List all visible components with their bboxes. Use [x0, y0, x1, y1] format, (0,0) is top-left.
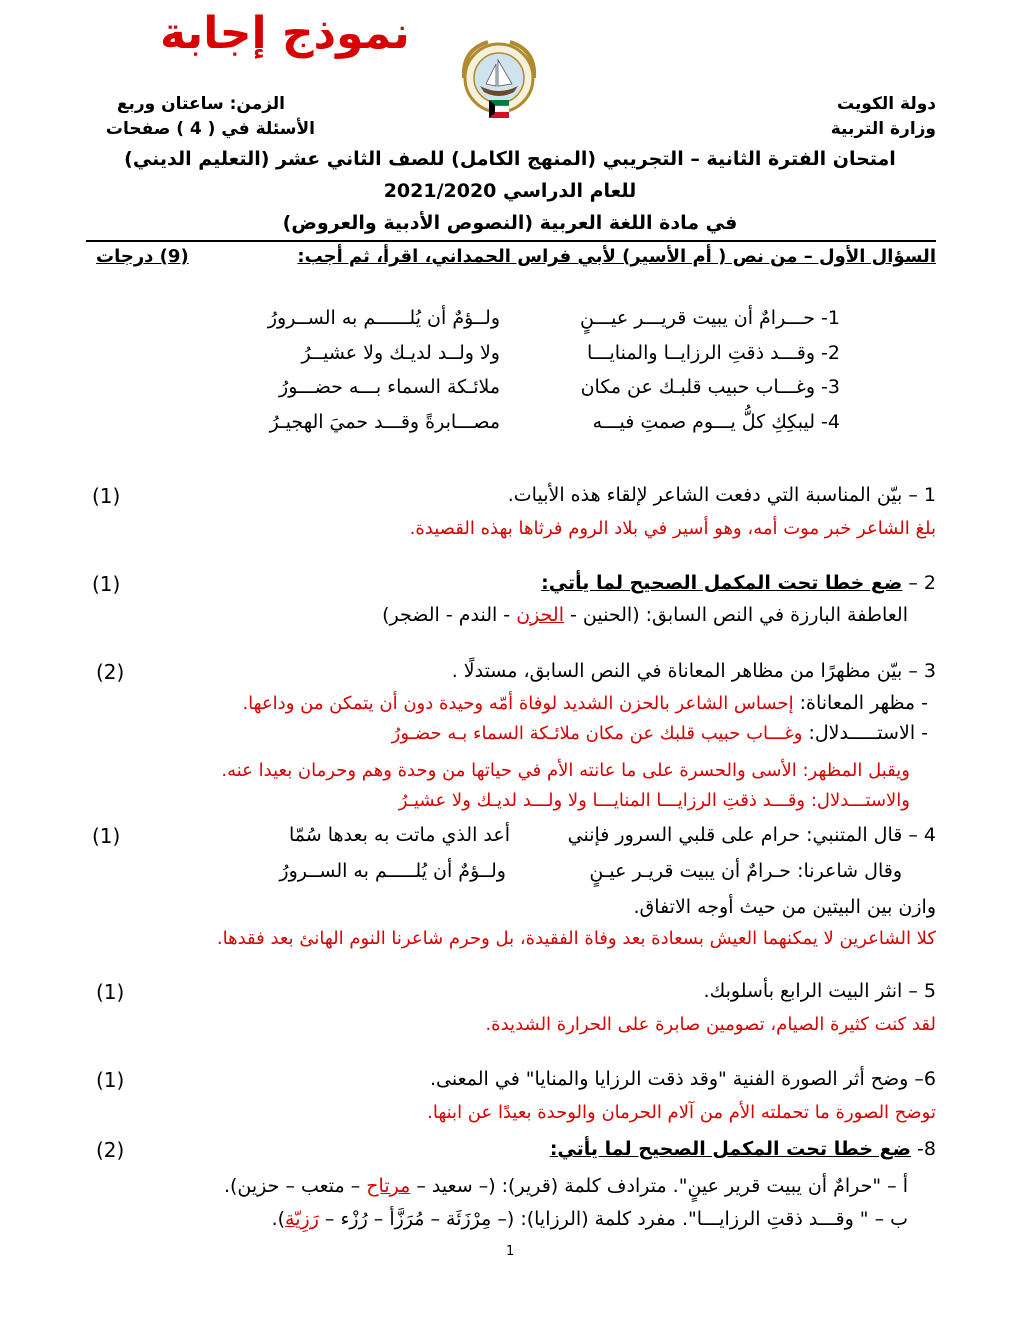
item-8-mark: (2) — [96, 1138, 125, 1162]
item-3-alt-evidence: والاستـــدلال: وقـــد ذقتِ الرزايـــا المنايـــا ولا ولـــد لديـك ولا عشيـرُ — [398, 790, 910, 811]
item-6-question: 6– وضح أثر الصورة الفنية "وقد ذقت الرزايا والمنايا" في المعنى. — [429, 1068, 936, 1090]
item-5-question: 5 – انثر البيت الرابع بأسلوبك. — [703, 980, 936, 1002]
item-8b — [272, 1208, 908, 1230]
exam-title: امتحان الفترة الثانية – التجريبي (المنهج الكامل) للصف الثاني عشر (التعليم الديني) — [124, 148, 896, 170]
item-4-question-start: 4 – قال المتنبي: حرام على قلبي السرور فإنني — [567, 824, 936, 846]
header-ministry: وزارة التربية — [830, 119, 936, 139]
item-8a — [224, 1175, 908, 1197]
verse-1-second: ولــؤمٌ أن يُلــــــم به الســرورُ — [267, 307, 500, 329]
item-8-question — [550, 1138, 936, 1160]
item-5-answer: لقد كنت كثيرة الصيام، تصومين صابرة على الحرارة الشديدة. — [485, 1014, 936, 1035]
item-8a-end: – متعب – حزين). — [223, 1175, 367, 1197]
item-2-options — [382, 604, 908, 626]
item-5-mark: (1) — [96, 980, 125, 1004]
item-4-compare: وازن بين البيتين من حيث أوجه الاتفاق. — [633, 896, 936, 918]
item-2-options-end: - الندم - الضجر) — [382, 604, 517, 626]
item-2-question — [541, 572, 936, 594]
page-number: 1 — [506, 1244, 515, 1259]
question-one-marks: (9) درجات — [96, 246, 189, 267]
verse-2-first: 2- وقـــد ذقتِ الرزايــا والمنايـــا — [587, 342, 840, 364]
item-4-answer: كلا الشاعرين لا يمكنهما العيش بسعادة بعد وفاة الفقيدة، بل وحرم شاعرنا النوم الهانئ بعد فقدها. — [216, 928, 936, 949]
item-1-question: 1 – بيّن المناسبة التي دفعت الشاعر لإلقاء هذه الأبيات. — [507, 484, 936, 506]
question-one-heading: السؤال الأول – من نص ( أم الأسير) لأبي فراس الحمداني، اقرأ، ثم أجب: — [297, 246, 936, 267]
item-3-aspect — [242, 692, 928, 714]
item-1-answer: بلغ الشاعر خبر موت أمه، وهو أسير في بلاد الروم فرثاها بهذه القصيدة. — [409, 518, 936, 539]
header-pages: الأسئلة في ( 4 ) صفحات — [105, 119, 315, 139]
item-2-chosen-answer: الحزن — [516, 604, 564, 626]
item-2-mark: (1) — [92, 572, 121, 596]
verse-2-second: ولا ولــد لديـك ولا عشيــرُ — [301, 342, 500, 364]
item-2-instruction: ضع خطا تحت المكمل الصحيح لما يأتي: — [541, 572, 903, 594]
item-8b-end: ). — [271, 1208, 286, 1230]
item-6-answer: توضح الصورة ما تحملته الأم من آلام الحرمان والوحدة بعيدًا عن ابنها. — [427, 1102, 936, 1123]
item-8a-chosen-answer: مرتاح — [366, 1175, 411, 1197]
model-answer-title: نموذج إجابة — [160, 8, 410, 59]
header-country: دولة الكويت — [836, 94, 936, 114]
item-3-question: 3 – بيّن مظهرًا من مظاهر المعاناة في النص السابق، مستدلًا . — [451, 660, 936, 682]
item-8-instruction: ضع خطا تحت المكمل الصحيح لما يأتي: — [549, 1138, 911, 1160]
item-8b-start: ب – " وقـــد ذقتِ الرزايـــا". مفرد كلمة (الرزايا): (– مِرْزَئَة – مُرَزَّأ – رُزْء – — [318, 1208, 908, 1230]
exam-year: للعام الدراسي 2021/2020 — [383, 180, 637, 202]
verse-1-first: 1- حـــرامٌ أن يبيت قريـــر عيـــنٍ — [579, 307, 840, 329]
item-3-aspect-answer: إحساس الشاعر بالحزن الشديد لوفاة أمّه وحيدة دون أن يتمكن من وداعها. — [242, 693, 794, 714]
verse-3-second: ملائـكة السماء بـــه حضـــورُ — [279, 376, 500, 398]
item-3-mark: (2) — [96, 660, 125, 684]
kuwait-emblem-icon — [458, 38, 540, 124]
item-3-evidence-label: - الاستـــــدلال: — [802, 722, 928, 744]
item-1-mark: (1) — [92, 484, 121, 508]
exam-subject: في مادة اللغة العربية (النصوص الأدبية والعروض) — [282, 212, 738, 234]
header-divider — [86, 240, 936, 242]
verse-3-first: 3- وغـــاب حبيب قلبـك عن مكان — [580, 376, 840, 398]
item-8a-start: أ – "حرامٌ أن يبيت قرير عينٍ". مترادف كلمة (قرير): (– سعيد – — [410, 1175, 908, 1197]
item-3-aspect-label: - مظهر المعاناة: — [793, 692, 928, 714]
item-8b-chosen-answer: رَزِيّة — [285, 1208, 319, 1230]
item-6-mark: (1) — [96, 1068, 125, 1092]
verse-4-first: 4- ليبكِكِ كلُّ يـــوم صمتِ فيـــه — [592, 411, 840, 433]
item-3-evidence — [392, 722, 928, 744]
item-3-evidence-answer: وغـــاب حبيب قلبك عن مكان ملائـكة السماء بـه حضـورُ — [391, 723, 803, 744]
header-time: الزمن: ساعتان وربع — [116, 94, 285, 114]
item-4-poet-first: وقال شاعرنا: حـرامٌ أن يبيت قريـر عيـنٍ — [589, 860, 902, 882]
verse-4-second: مصـــابرةً وقـــد حميَ الهجيـرُ — [269, 411, 500, 433]
item-4-mark: (1) — [92, 824, 121, 848]
item-2-options-start: العاطفة البارزة في النص السابق: (الحنين - — [564, 604, 908, 626]
item-3-alt-aspect: ويقبل المظهر: الأسى والحسرة على ما عانته الأم في حياتها من وحدة وهم وحرمان بعيدا عنه. — [221, 760, 910, 781]
item-4-poet-second: ولــؤمٌ أن يُلـــــم به الســرورُ — [279, 860, 506, 882]
item-4-question-end: أعد الذي ماتت به بعدها سُمّا — [288, 824, 510, 846]
item-2-prefix: 2 – — [902, 572, 936, 594]
item-8-prefix: 8- — [911, 1138, 936, 1160]
